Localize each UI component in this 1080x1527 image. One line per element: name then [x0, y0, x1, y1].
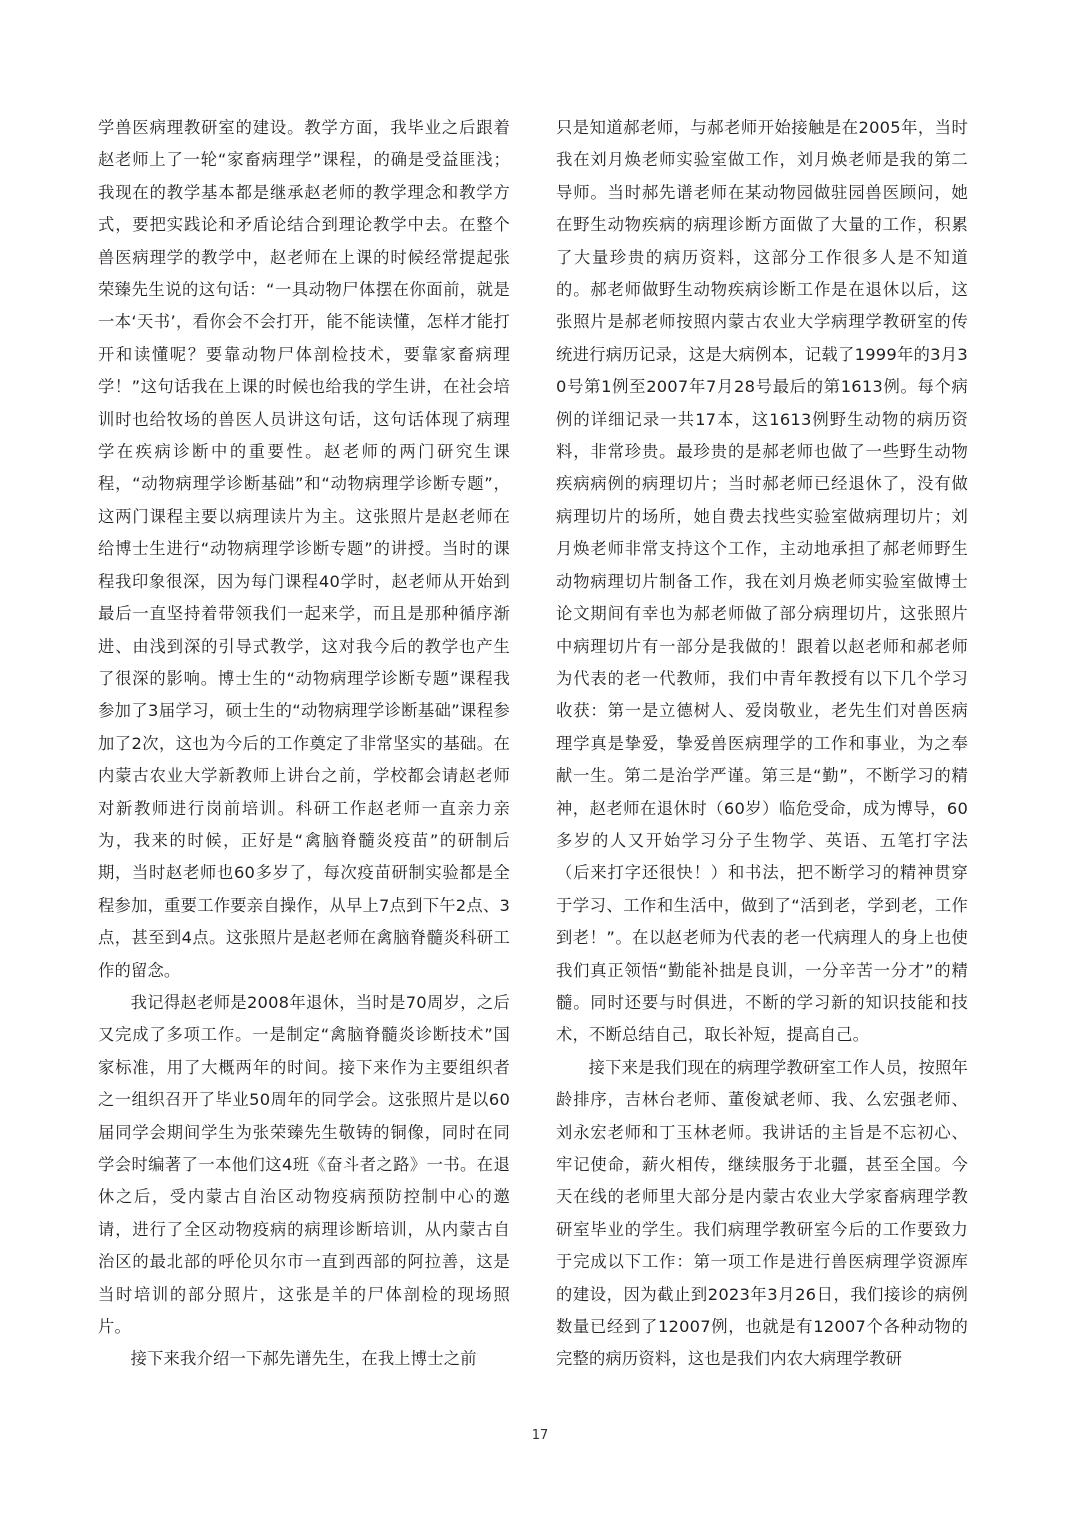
paragraph: 只是知道郝老师，与郝老师开始接触是在2005年，当时我在刘月焕老师实验室做工作，刘月焕老师是我的第二导师。当时郝先谱老师在某动物园做驻园兽医顾问，她在野生动物疾病的病理诊断方面做了大量的工作，积累了大量珍贵的病历资料，这部分工作很多人是不知道的。郝老师做野生动物疾病诊断工作是在退休以后，这张照片是郝老师按照内蒙古农业大学病理学教研室的传统进行病历记录，这是大病例本，记载了1999年的3月30号第1例至2007年7月28号最后的第1613例。每个病例的详细记录一共17本，这1613例野生动物的病历资料，非常珍贵。最珍贵的是郝老师也做了一些野生动物疾病病例的病理切片；当时郝老师已经退休了，没有做病理切片的场所，她自费去找些实验室做病理切片；刘月焕老师非常支持这个工作，主动地承担了郝老师野生动物病理切片制备工作，我在刘月焕老师实验室做博士论文期间有幸也为郝老师做了部分病理切片，这张照片中病理切片有一部分是我做的！跟着以赵老师和郝老师为代表的老一代教师，我们中青年教授有以下几个学习收获：第一是立德树人、爱岗敬业，老先生们对兽医病理学真是挚爱，挚爱兽医病理学的工作和事业，为之奉献一生。第二是治学严谨。第三是“勤”，不断学习的精神，赵老师在退休时（60岁）临危受命，成为博导，60多岁的人又开始学习分子生物学、英语、五笔打字法（后来打字还很快！）和书法，把不断学习的精神贯穿于学习、工作和生活中，做到了“活到老，学到老，工作到老！”。在以赵老师为代表的老一代病理人的身上也使我们真正领悟“勤能补拙是良训，一分辛苦一分才”的精髓。同时还要与时俱进，不断的学习新的知识技能和技术，不断总结自己，取长补短，提高自己。: [556, 118, 968, 1045]
left-column: [98, 112, 510, 1376]
paragraph: 接下来是我们现在的病理学教研室工作人员，按照年龄排序，吉林台老师、董俊斌老师、我、么宏强老师、刘永宏老师和丁玉林老师。我讲话的主旨是不忘初心、牢记使命，薪火相传，继续服务于北疆，甚至全国。今天在线的老师里大部分是内蒙古农业大学家畜病理学教研室毕业的学生。我们病理学教研室今后的工作要致力于完成以下工作：第一项工作是进行兽医病理学资源库的建设，因为截止到2023年3月26日，我们接诊的病例数量已经到了12007例，也就是有12007个各种动物的完整的病历资料，这也是我们内农大病理学教研: [556, 1057, 968, 1369]
paragraph: 学兽医病理教研室的建设。教学方面，我毕业之后跟着赵老师上了一轮“家畜病理学”课程，的确是受益匪浅；我现在的教学基本都是继承赵老师的教学理念和教学方式，要把实践论和矛盾论结合到理论教学中去。在整个兽医病理学的教学中，赵老师在上课的时候经常提起张荣臻先生说的这句话：“一具动物尸体摆在你面前，就是一本‘天书’，看你会不会打开，能不能读懂，怎样才能打开和读懂呢？要靠动物尸体剖检技术，要靠家畜病理学！”这句话我在上课的时候也给我的学生讲，在社会培训时也给牧场的兽医人员讲这句话，这句话体现了病理学在疾病诊断中的重要性。赵老师的两门研究生课程，“动物病理学诊断基础”和“动物病理学诊断专题”，这两门课程主要以病理读片为主。这张照片是赵老师在给博士生进行“动物病理学诊断专题”的讲授。当时的课程我印象很深，因为每门课程40学时，赵老师从开始到最后一直坚持着带领我们一起来学，而且是那种循序渐进、由浅到深的引导式教学，这对我今后的教学也产生了很深的影响。博士生的“动物病理学诊断专题”课程我参加了3届学习，硕士生的“动物病理学诊断基础”课程参加了2次，这也为今后的工作奠定了非常坚实的基础。在内蒙古农业大学新教师上讲台之前，学校都会请赵老师对新教师进行岗前培训。科研工作赵老师一直亲力亲为，我来的时候，正好是“禽脑脊髓炎疫苗”的研制后期，当时赵老师也60多岁了，每次疫苗研制实验都是全程参加，重要工作要亲自操作，从早上7点到下午2点、3点，甚至到4点。这张照片是赵老师在禽脑脊髓炎科研工作的留念。: [98, 118, 510, 980]
right-column: [556, 112, 968, 1376]
paragraph: 接下来我介绍一下郝先谱先生，在我上博士之前: [130, 1349, 477, 1369]
page-number: 17: [531, 1428, 549, 1443]
paragraph: 我记得赵老师是2008年退休，当时是70周岁，之后又完成了多项工作。一是制定“禽脑脊髓炎诊断技术”国家标准，用了大概两年的时间。接下来作为主要组织者之一组织召开了毕业50周年的同学会。这张照片是以60届同学会期间学生为张荣臻先生敬铸的铜像，同时在同学会时编著了一本他们这4班《奋斗者之路》一书。在退休之后，受内蒙古自治区动物疫病预防控制中心的邀请，进行了全区动物疫病的病理诊断培训，从内蒙古自治区的最北部的呼伦贝尔市一直到西部的阿拉善，这是当时培训的部分照片，这张是羊的尸体剖检的现场照片。: [98, 992, 510, 1337]
